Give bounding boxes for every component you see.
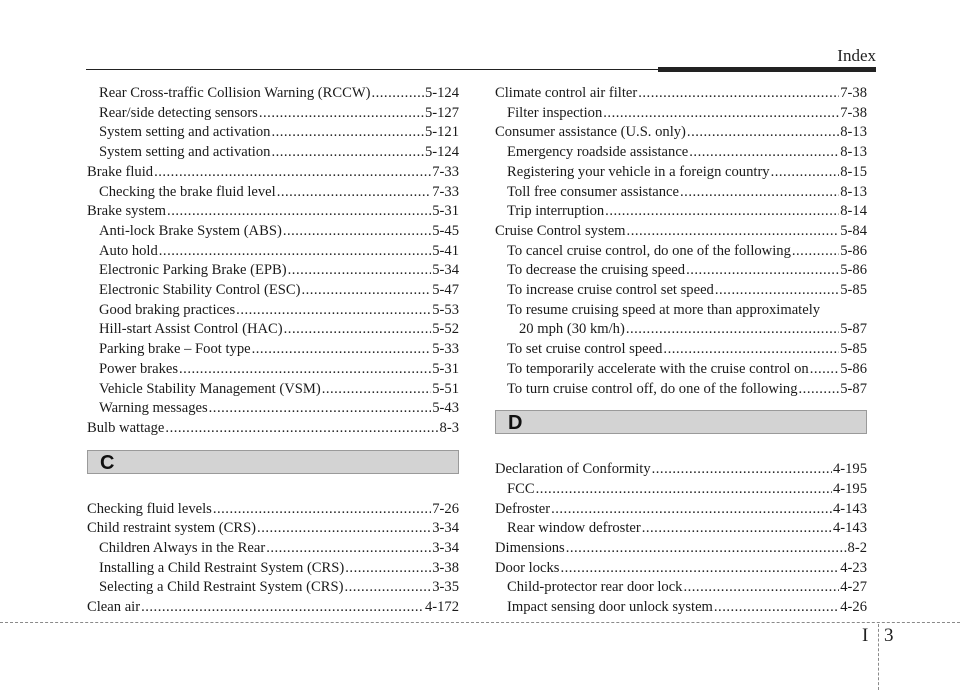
- index-entry: [87, 340, 459, 360]
- index-entry: [495, 460, 867, 480]
- index-entry: [495, 320, 867, 340]
- entry-page-number: 5-86: [840, 360, 867, 377]
- entry-page-number: 5-31: [432, 360, 459, 377]
- entry-page-number: 3-35: [432, 579, 459, 596]
- index-entry: [87, 242, 459, 262]
- index-entry: [495, 183, 867, 203]
- header-rule-accent: [658, 67, 876, 72]
- entry-text: Consumer assistance (U.S. only): [495, 124, 686, 141]
- dot-leader: [799, 380, 840, 400]
- dot-leader: [266, 539, 431, 559]
- entry-text: Rear window defroster: [507, 520, 641, 537]
- dot-leader: [271, 123, 423, 143]
- index-entry: [87, 519, 459, 539]
- entry-page-number: 8-15: [840, 163, 867, 180]
- index-entry: [87, 598, 459, 618]
- entry-text: Installing a Child Restraint System (CRS): [99, 559, 345, 576]
- entry-page-number: 5-85: [840, 341, 867, 358]
- entry-text: Good braking practices: [99, 301, 236, 318]
- entry-page-number: 5-31: [432, 203, 459, 220]
- entry-page-number: 8-13: [840, 183, 867, 200]
- entry-page-number: 5-43: [432, 400, 459, 417]
- entry-text: Toll free consumer assistance: [507, 183, 680, 200]
- entry-text: Emergency roadside assistance: [507, 144, 689, 161]
- entry-page-number: 5-51: [432, 380, 459, 397]
- entry-page-number: 5-47: [432, 282, 459, 299]
- entry-text: Warning messages: [99, 400, 208, 417]
- dot-leader: [371, 84, 423, 104]
- section-header-d: [495, 410, 867, 434]
- entry-page-number: 8-2: [847, 540, 867, 557]
- dot-leader: [167, 202, 431, 222]
- entry-text: System setting and activation: [99, 144, 271, 161]
- dot-leader: [344, 578, 431, 598]
- index-entry: [87, 578, 459, 598]
- entry-page-number: 3-38: [432, 559, 459, 576]
- index-entry: [87, 163, 459, 183]
- footer-dashed-rule: [0, 622, 960, 623]
- index-entry: [495, 163, 867, 183]
- index-entry: [87, 183, 459, 203]
- entry-page-number: 8-14: [840, 203, 867, 220]
- index-entry: [495, 84, 867, 104]
- entry-text: Electronic Stability Control (ESC): [99, 282, 301, 299]
- entry-page-number: 4-143: [832, 520, 867, 537]
- entry-text: Electronic Parking Brake (EPB): [99, 262, 287, 279]
- index-entry: [87, 104, 459, 124]
- dot-leader: [141, 598, 424, 618]
- index-entry: [495, 202, 867, 222]
- index-entry: [495, 480, 867, 500]
- entry-page-number: 7-33: [432, 183, 459, 200]
- index-entry: [87, 301, 459, 321]
- index-entry: [495, 598, 867, 618]
- dot-leader: [642, 519, 832, 539]
- entry-text: To decrease the cruising speed: [507, 262, 686, 279]
- entry-page-number: 3-34: [432, 540, 459, 557]
- dot-leader: [288, 261, 432, 281]
- entry-page-number: 5-87: [840, 380, 867, 397]
- dot-leader: [627, 222, 840, 242]
- dot-leader: [687, 123, 839, 143]
- entry-text: Child-protector rear door lock: [507, 579, 683, 596]
- entry-page-number: 5-45: [432, 222, 459, 239]
- section-letter: C: [100, 451, 115, 474]
- dot-leader: [715, 281, 839, 301]
- entry-page-number: 5-85: [840, 282, 867, 299]
- entry-page-number: 5-84: [840, 222, 867, 239]
- entry-text: Auto hold: [99, 242, 158, 259]
- index-column-left: [87, 84, 459, 618]
- entry-page-number: 8-13: [840, 124, 867, 141]
- entry-text: Hill-start Assist Control (HAC): [99, 321, 283, 338]
- entry-text: Checking the brake fluid level: [99, 183, 276, 200]
- index-entry: [87, 281, 459, 301]
- entry-list-left-2: [87, 500, 459, 618]
- entry-text: Clean air: [87, 599, 141, 616]
- footer-section-label: I: [862, 625, 869, 646]
- dot-leader: [209, 399, 432, 419]
- entry-text: Defroster: [495, 500, 551, 517]
- section-letter: D: [508, 412, 523, 435]
- entry-text: Registering your vehicle in a foreign country: [507, 163, 770, 180]
- entry-page-number: 5-86: [840, 242, 867, 259]
- dot-leader: [536, 480, 832, 500]
- index-entry: [87, 202, 459, 222]
- dot-leader: [213, 500, 431, 520]
- dot-leader: [686, 261, 839, 281]
- entry-page-number: 4-143: [832, 500, 867, 517]
- entry-page-number: 5-121: [424, 124, 459, 141]
- dot-leader: [154, 163, 431, 183]
- entry-text: Trip interruption: [507, 203, 605, 220]
- entry-text: Vehicle Stability Management (VSM): [99, 380, 321, 397]
- entry-text: Declaration of Conformity: [495, 461, 651, 478]
- entry-page-number: 5-87: [840, 321, 867, 338]
- index-entry: [495, 222, 867, 242]
- index-entry: [495, 578, 867, 598]
- dot-leader: [626, 320, 839, 340]
- index-entry: [87, 539, 459, 559]
- entry-text: To resume cruising speed at more than approximately: [507, 301, 821, 318]
- index-entry: [495, 360, 867, 380]
- entry-text: Rear Cross-traffic Collision Warning (RCCW): [99, 85, 371, 101]
- entry-page-number: 5-86: [840, 262, 867, 279]
- footer-page-number: 3: [884, 625, 894, 646]
- dot-leader: [345, 559, 431, 579]
- index-entry: [495, 500, 867, 520]
- entry-page-number: 4-23: [840, 559, 867, 576]
- index-entry: [87, 360, 459, 380]
- dot-leader: [810, 360, 840, 380]
- index-entry: [495, 340, 867, 360]
- entry-page-number: 7-38: [840, 85, 867, 101]
- index-entry: [495, 242, 867, 262]
- entry-text: Cruise Control system: [495, 222, 626, 239]
- entry-text: Dimensions: [495, 540, 565, 557]
- dot-leader: [714, 598, 839, 618]
- entry-text: Checking fluid levels: [87, 500, 212, 517]
- dot-leader: [560, 559, 839, 579]
- entry-page-number: 5-124: [424, 144, 459, 161]
- entry-page-number: 4-195: [832, 480, 867, 497]
- index-entry: [495, 104, 867, 124]
- index-entry: [495, 301, 867, 321]
- index-entry: [495, 519, 867, 539]
- dot-leader: [277, 183, 432, 203]
- dot-leader: [159, 242, 431, 262]
- entry-list-left-1: [87, 84, 459, 439]
- index-entry: [87, 84, 459, 104]
- dot-leader: [252, 340, 432, 360]
- entry-text: FCC: [507, 480, 535, 497]
- dot-leader: [683, 578, 839, 598]
- index-entry: [495, 281, 867, 301]
- entry-text: Parking brake – Foot type: [99, 341, 251, 358]
- index-entry: [87, 320, 459, 340]
- entry-page-number: 5-124: [424, 85, 459, 101]
- entry-text: Rear/side detecting sensors: [99, 104, 258, 121]
- dot-leader: [638, 84, 839, 104]
- entry-page-number: 8-13: [840, 144, 867, 161]
- dot-leader: [551, 500, 832, 520]
- entry-page-number: 5-34: [432, 262, 459, 279]
- entry-text: Impact sensing door unlock system: [507, 599, 713, 616]
- entry-text: Power brakes: [99, 360, 179, 377]
- dot-leader: [566, 539, 847, 559]
- entry-text: To turn cruise control off, do one of the following: [507, 380, 798, 397]
- dot-leader: [165, 419, 438, 439]
- entry-text: Children Always in the Rear: [99, 540, 266, 557]
- index-entry: [87, 559, 459, 579]
- entry-text: Climate control air filter: [495, 85, 638, 101]
- index-entry: [87, 419, 459, 439]
- dot-leader: [283, 222, 431, 242]
- index-entry: [87, 123, 459, 143]
- entry-page-number: 5-33: [432, 341, 459, 358]
- dot-leader: [771, 163, 840, 183]
- entry-page-number: 7-38: [840, 104, 867, 121]
- page-header-title: Index: [837, 46, 876, 65]
- entry-text: To cancel cruise control, do one of the following: [507, 242, 791, 259]
- index-entry: [495, 539, 867, 559]
- dot-leader: [301, 281, 431, 301]
- entry-text: 20 mph (30 km/h): [519, 321, 625, 338]
- entry-text: Anti-lock Brake System (ABS): [99, 222, 282, 239]
- dot-leader: [605, 202, 839, 222]
- index-column-right: [495, 84, 867, 618]
- entry-page-number: 4-195: [832, 461, 867, 478]
- entry-text: Selecting a Child Restraint System (CRS): [99, 579, 344, 596]
- footer-divider: [878, 624, 879, 690]
- entry-page-number: 4-26: [840, 599, 867, 616]
- section-header-c: [87, 450, 459, 474]
- index-entry: [87, 261, 459, 281]
- index-entry: [495, 559, 867, 579]
- index-entry: [87, 500, 459, 520]
- entry-text: Brake fluid: [87, 163, 154, 180]
- entry-page-number: 5-53: [432, 301, 459, 318]
- entry-page-number: 7-26: [432, 500, 459, 517]
- index-entry: [87, 380, 459, 400]
- entry-page-number: 4-27: [840, 579, 867, 596]
- index-entry: [87, 399, 459, 419]
- dot-leader: [236, 301, 431, 321]
- entry-text: Filter inspection: [507, 104, 603, 121]
- entry-list-right-1: [495, 84, 867, 399]
- entry-page-number: 3-34: [432, 520, 459, 537]
- entry-text: To increase cruise control set speed: [507, 282, 714, 299]
- dot-leader: [652, 460, 832, 480]
- entry-page-number: 5-127: [424, 104, 459, 121]
- entry-text: Bulb wattage: [87, 419, 165, 436]
- entry-page-number: 5-41: [432, 242, 459, 259]
- entry-page-number: 4-172: [424, 599, 459, 616]
- entry-text: Brake system: [87, 203, 167, 220]
- dot-leader: [603, 104, 839, 124]
- dot-leader: [284, 320, 432, 340]
- entry-page-number: 5-52: [432, 321, 459, 338]
- dot-leader: [257, 519, 431, 539]
- dot-leader: [689, 143, 839, 163]
- index-entry: [495, 143, 867, 163]
- entry-text: To set cruise control speed: [507, 341, 663, 358]
- index-entry: [495, 380, 867, 400]
- entry-page-number: 8-3: [439, 419, 459, 436]
- index-entry: [87, 222, 459, 242]
- dot-leader: [663, 340, 839, 360]
- index-entry: [495, 123, 867, 143]
- entry-text: Child restraint system (CRS): [87, 520, 257, 537]
- dot-leader: [271, 143, 423, 163]
- dot-leader: [179, 360, 431, 380]
- dot-leader: [680, 183, 839, 203]
- entry-page-number: 7-33: [432, 163, 459, 180]
- dot-leader: [322, 380, 432, 400]
- index-entry: [87, 143, 459, 163]
- entry-text: System setting and activation: [99, 124, 271, 141]
- index-entry: [495, 261, 867, 281]
- entry-text: Door locks: [495, 559, 560, 576]
- entry-text: To temporarily accelerate with the cruise control on: [507, 360, 809, 377]
- entry-list-right-2: [495, 460, 867, 618]
- dot-leader: [792, 242, 839, 262]
- dot-leader: [259, 104, 424, 124]
